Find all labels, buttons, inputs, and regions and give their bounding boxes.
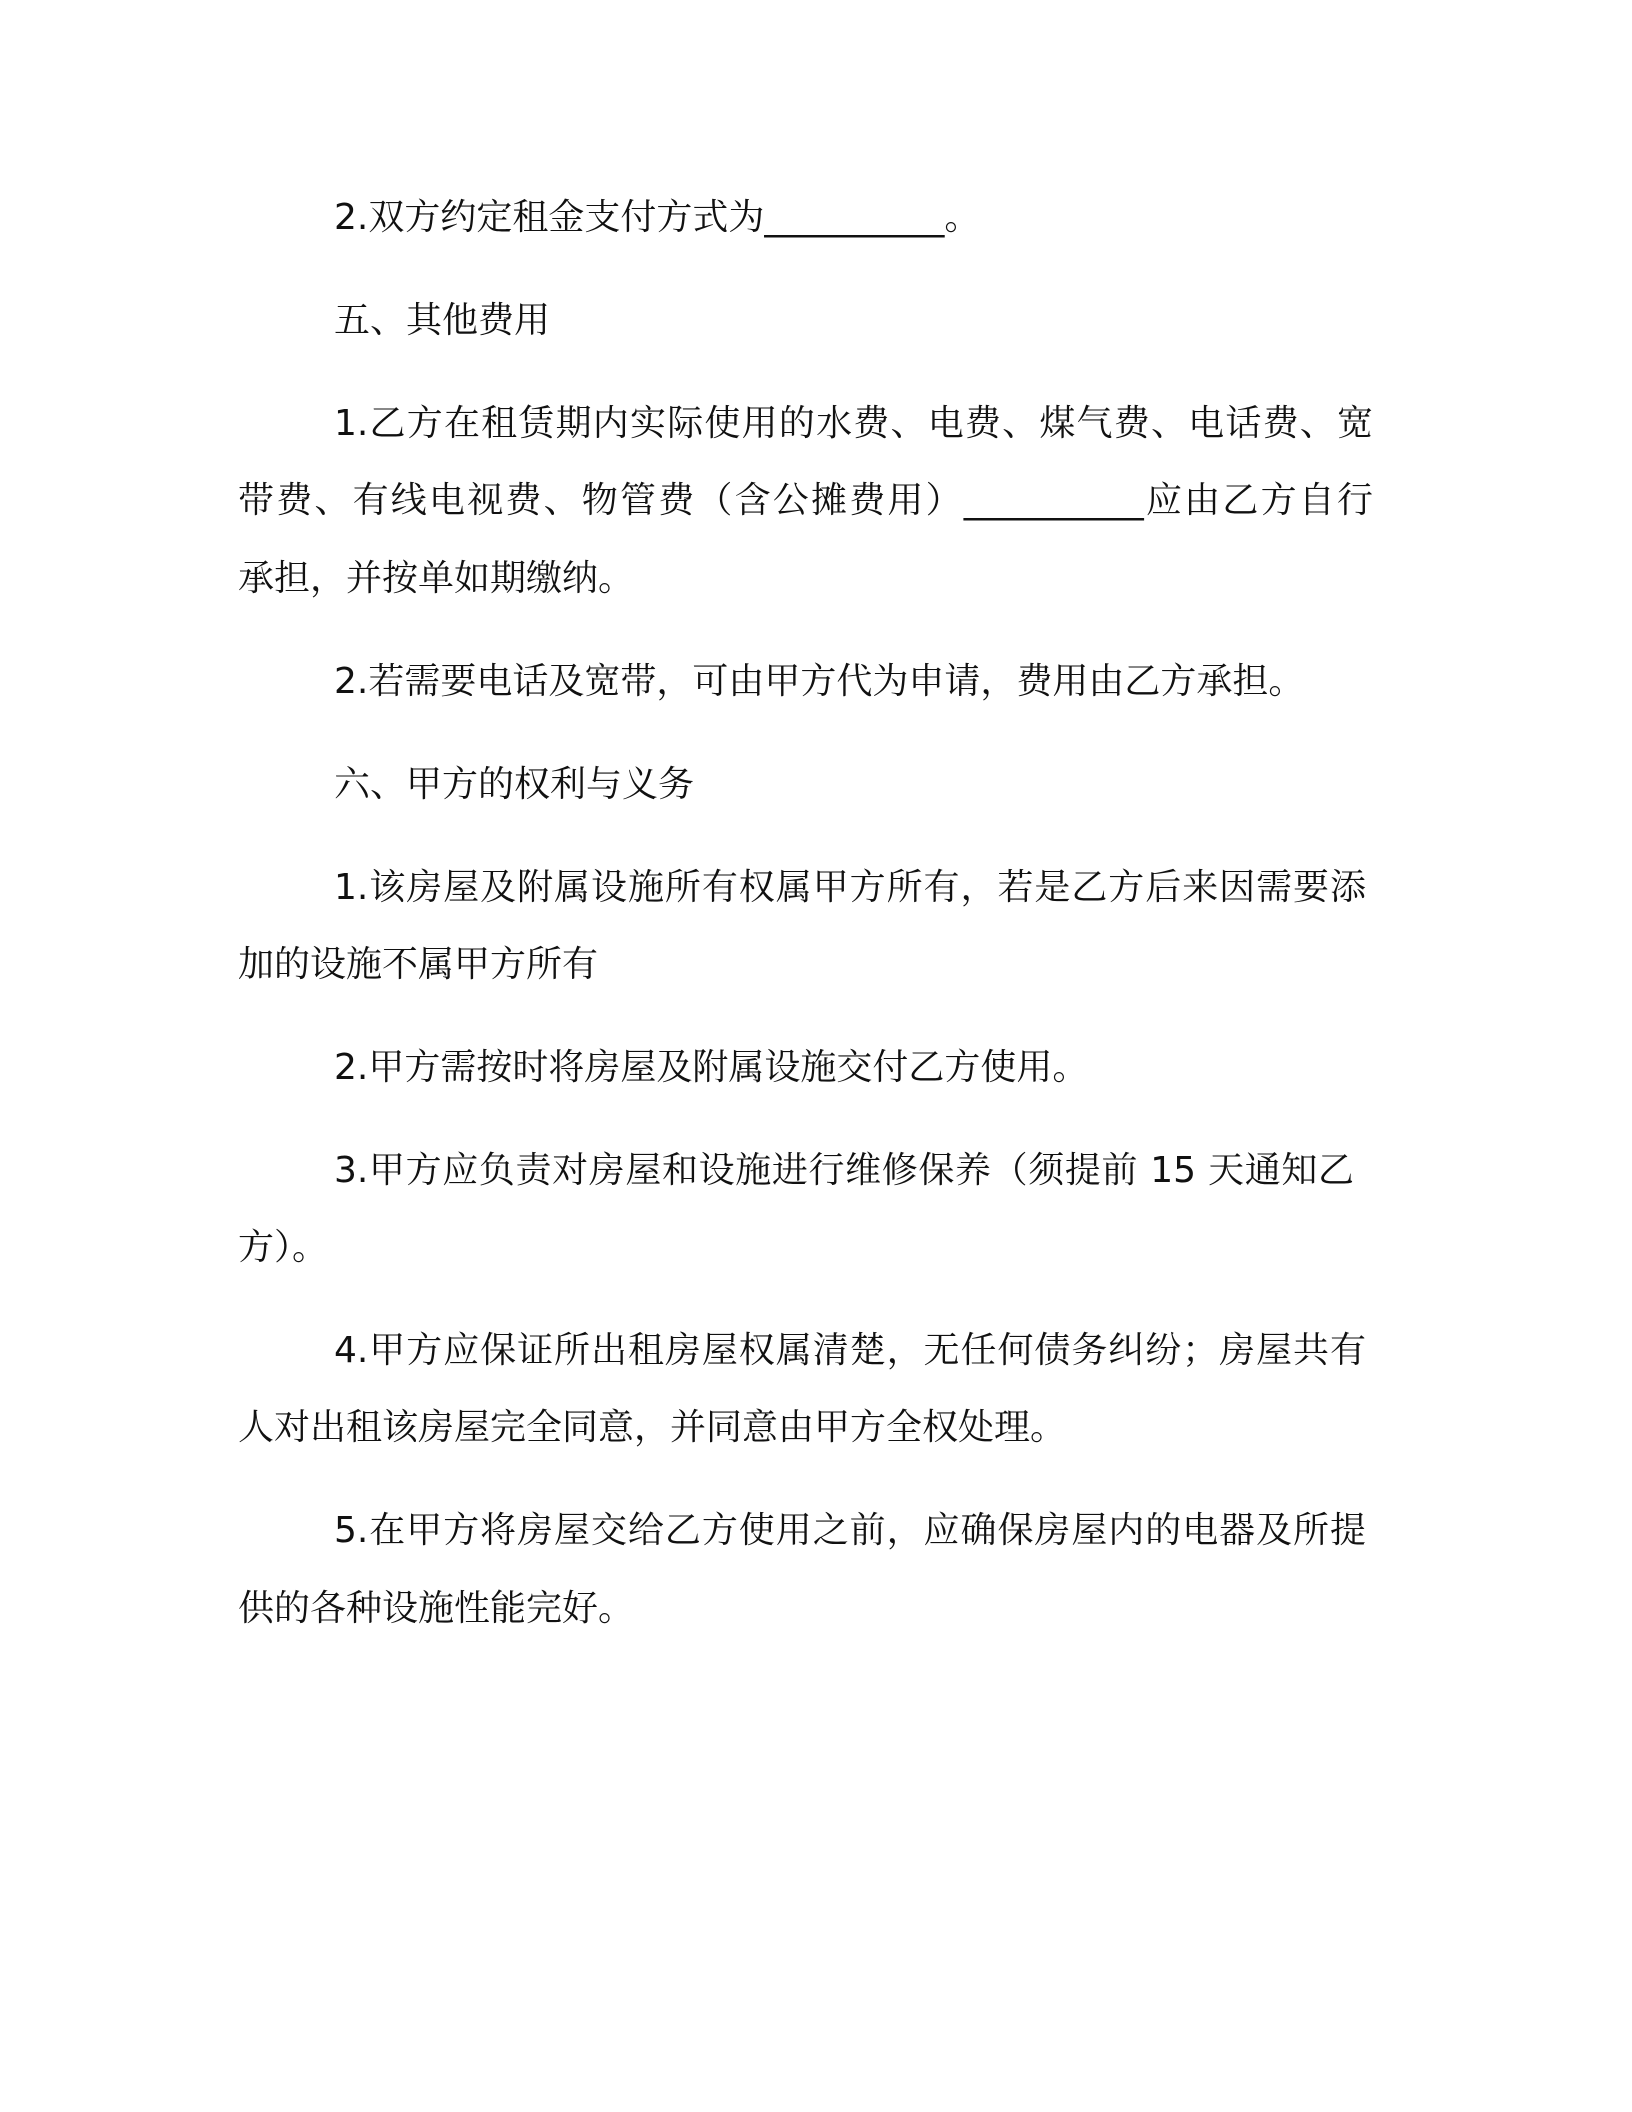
section-5-heading: 五、其他费用 [334,300,551,341]
clause-4-item-2: 2.双方约定租金支付方式为__________。 [334,197,981,238]
clause-6-item-3-line-2: 方）。 [238,1227,329,1268]
clause-5-item-1-line-3: 承担，并按单如期缴纳。 [238,558,635,599]
clause-6-item-2: 2.甲方需按时将房屋及附属设施交付乙方使用。 [334,1047,1089,1088]
clause-6-item-5-line-1: 5.在甲方将房屋交给乙方使用之前，应确保房屋内的电器及所提 [334,1510,1366,1551]
clause-6-item-1-line-1: 1.该房屋及附属设施所有权属甲方所有，若是乙方后来因需要添 [334,867,1366,908]
clause-6-item-4-line-2: 人对出租该房屋完全同意，并同意由甲方全权处理。 [238,1407,1067,1448]
clause-6-item-1-line-2: 加的设施不属甲方所有 [238,944,599,985]
clause-6-item-3-line-1: 3.甲方应负责对房屋和设施进行维修保养（须提前 15 天通知乙 [334,1150,1354,1191]
clause-5-item-2: 2.若需要电话及宽带，可由甲方代为申请，费用由乙方承担。 [334,661,1305,702]
clause-5-item-1-line-1: 1.乙方在租赁期内实际使用的水费、电费、煤气费、电话费、宽 [334,403,1373,444]
clause-6-item-4-line-1: 4.甲方应保证所出租房屋权属清楚，无任何债务纠纷；房屋共有 [334,1330,1366,1371]
section-6-heading: 六、甲方的权利与义务 [334,764,695,805]
clause-5-item-1-line-2: 带费、有线电视费、物管费（含公摊费用）__________应由乙方自行 [238,480,1373,521]
clause-6-item-5-line-2: 供的各种设施性能完好。 [238,1588,635,1629]
